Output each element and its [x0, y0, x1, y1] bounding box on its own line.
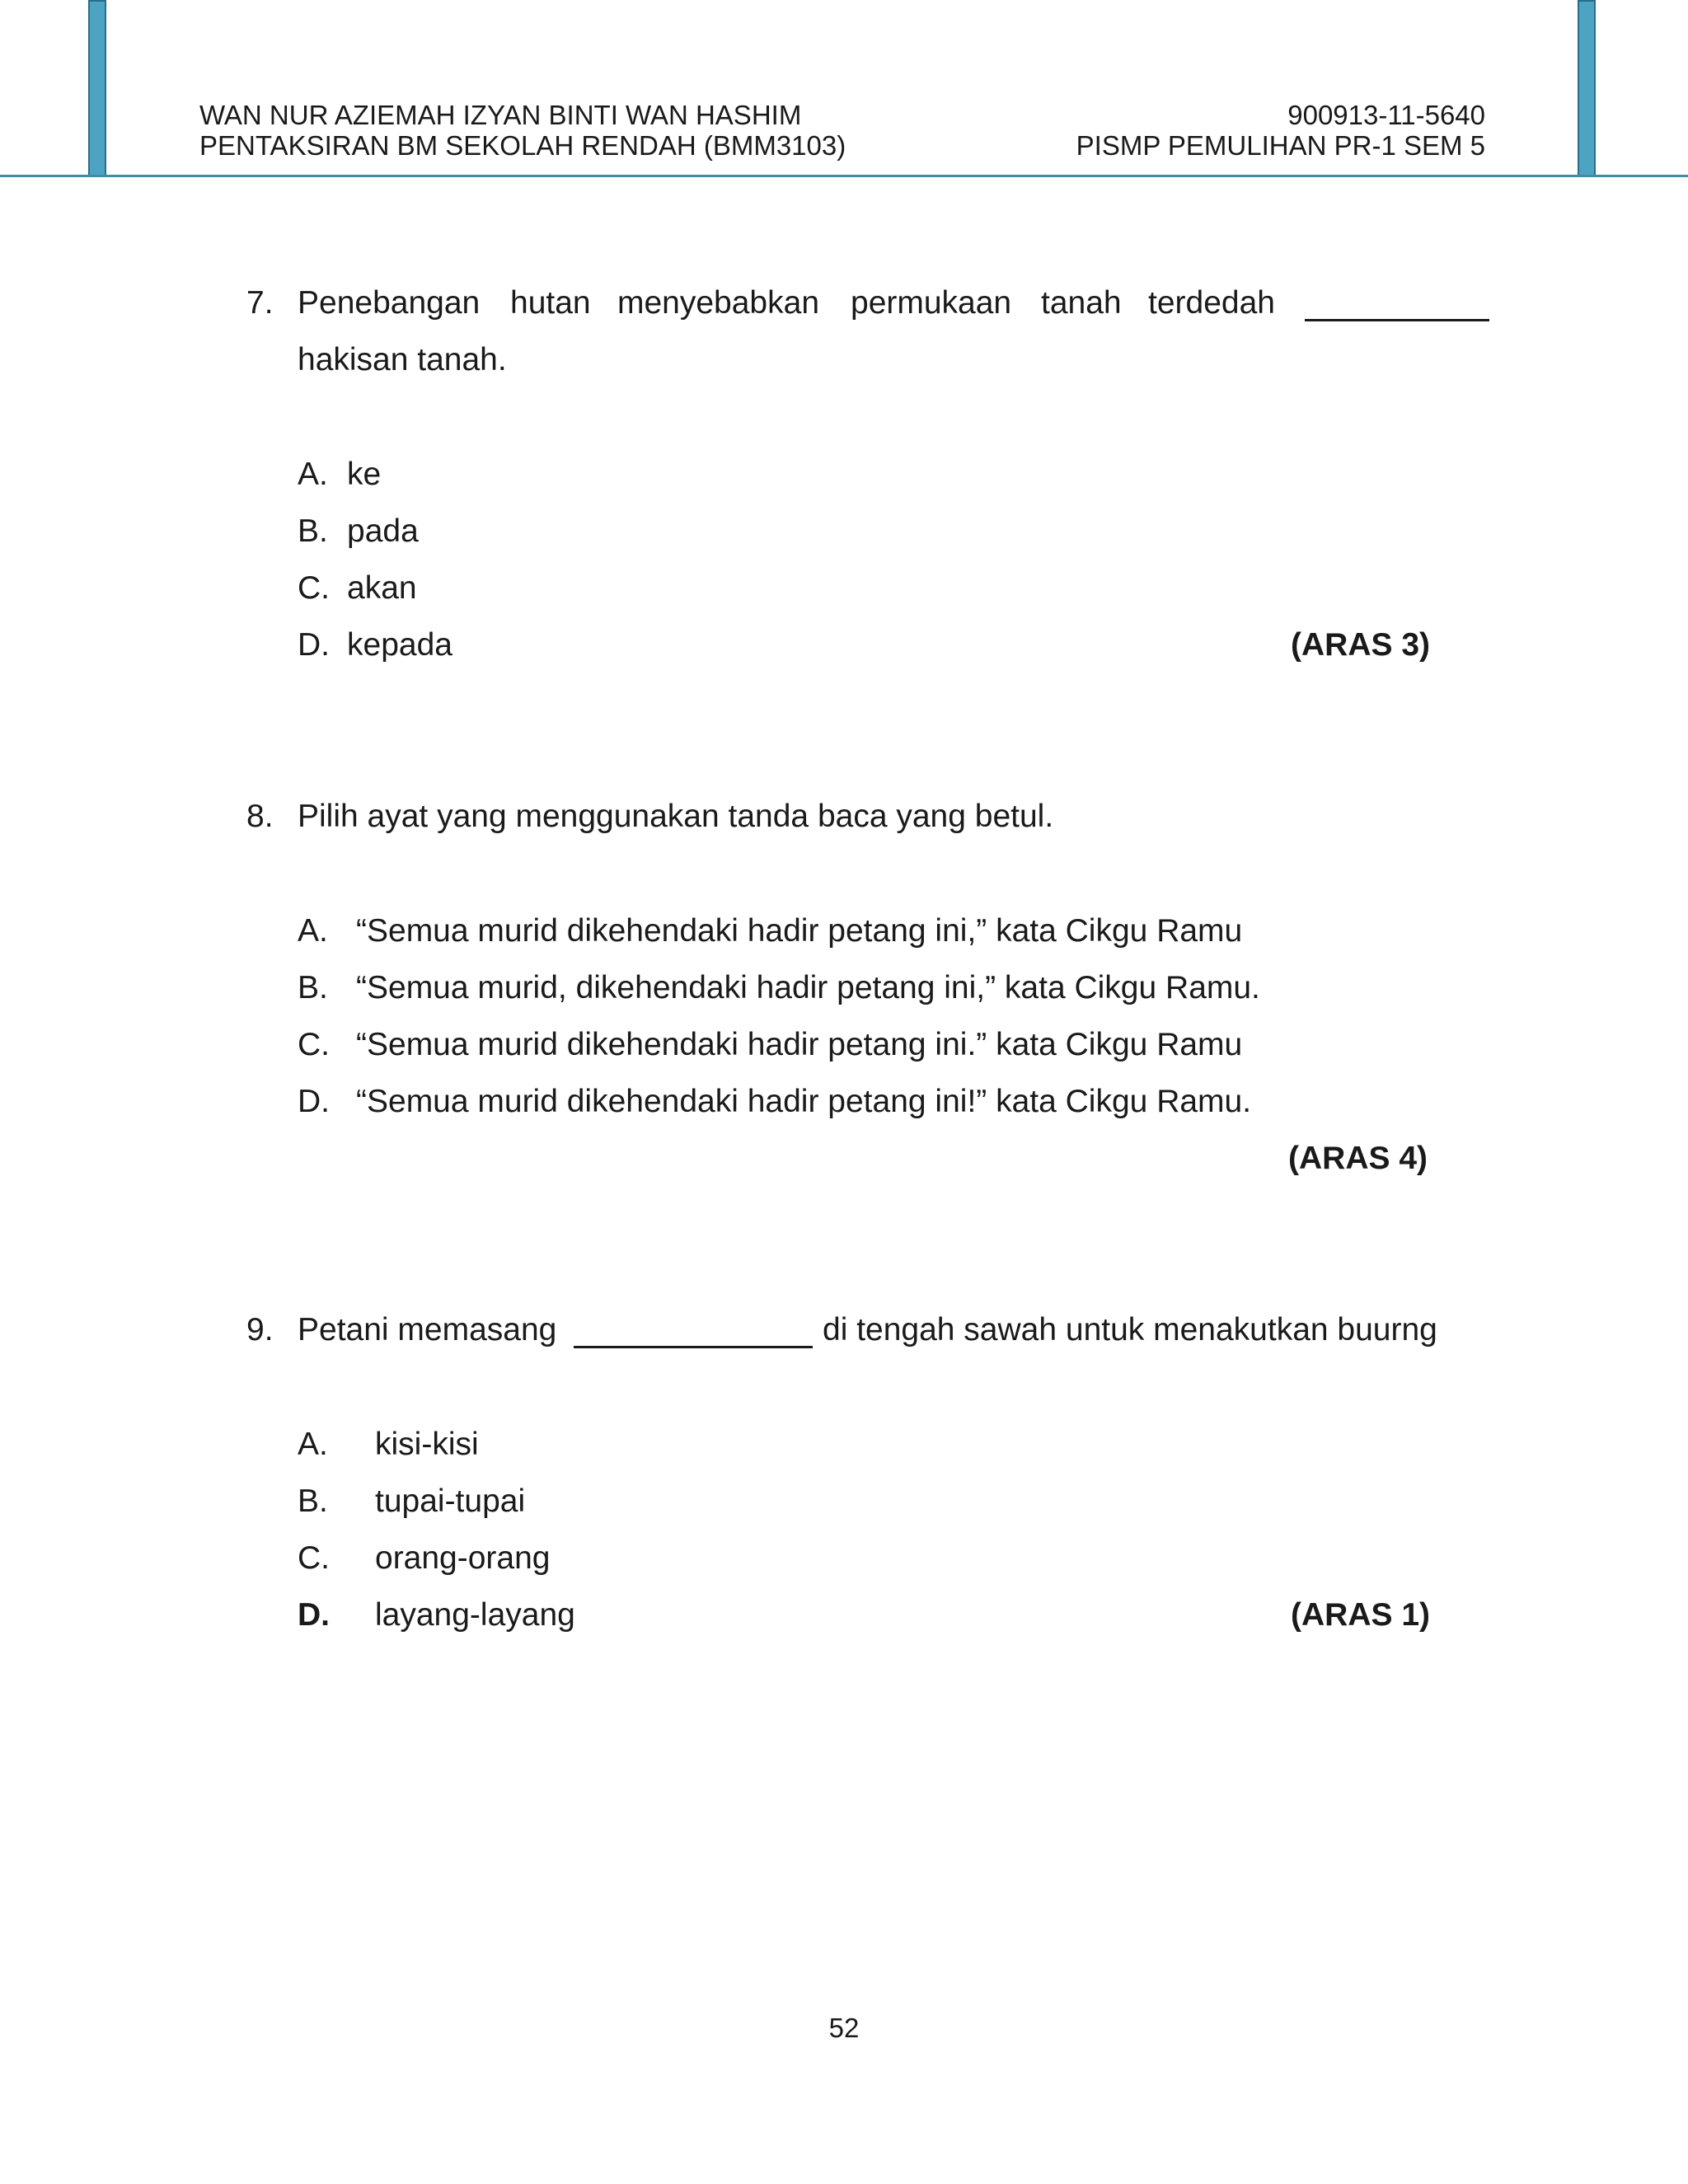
header-author-name: WAN NUR AZIEMAH IZYAN BINTI WAN HASHIM: [199, 100, 802, 130]
option-letter: D.: [298, 1084, 330, 1119]
option-text: “Semua murid dikehendaki hadir petang ini,” kata Cikgu Ramu: [356, 913, 1243, 949]
option-text: “Semua murid dikehendaki hadir petang ini.” kata Cikgu Ramu: [356, 1027, 1243, 1062]
option-letter: B.: [298, 1483, 328, 1519]
option-letter: B.: [298, 513, 328, 549]
question-stem: Pilih ayat yang menggunakan tanda baca yang betul.: [298, 799, 1054, 834]
question-stem-after-blank: di tengah sawah untuk menakutkan buurng: [823, 1312, 1437, 1347]
option-text: tupai-tupai: [375, 1483, 526, 1519]
difficulty-level: (ARAS 4): [1288, 1141, 1428, 1176]
header-divider: [0, 175, 1688, 177]
header-left-accent-bar: [88, 0, 106, 176]
option-letter: B.: [298, 970, 328, 1005]
option-letter: A.: [298, 457, 328, 492]
option-text: “Semua murid, dikehendaki hadir petang ini,” kata Cikgu Ramu.: [356, 970, 1260, 1005]
option-letter-answer: D.: [298, 1597, 330, 1633]
option-text: orang-orang: [375, 1540, 551, 1576]
question-stem-before-blank: Petani memasang: [298, 1312, 557, 1347]
option-letter: C.: [298, 1027, 330, 1062]
difficulty-level: (ARAS 1): [1291, 1597, 1431, 1633]
header-course: PENTAKSIRAN BM SEKOLAH RENDAH (BMM3103): [199, 130, 846, 161]
header-program: PISMP PEMULIHAN PR-1 SEM 5: [1076, 130, 1485, 161]
question-stem-word: permukaan: [851, 285, 1012, 321]
question-number: 8.: [246, 799, 274, 834]
question-stem-word: Penebangan: [298, 285, 481, 321]
question-stem-word: menyebabkan: [617, 285, 820, 321]
question-stem-word: terdedah: [1148, 285, 1275, 321]
header-ic-number: 900913-11-5640: [1287, 100, 1485, 130]
answer-blank: [1305, 319, 1489, 321]
option-letter: A.: [298, 913, 328, 949]
question-number: 9.: [246, 1312, 274, 1347]
option-text: layang-layang: [375, 1597, 575, 1633]
question-stem-line2: hakisan tanah.: [298, 342, 507, 377]
header-right-accent-bar: [1578, 0, 1596, 176]
answer-blank: [574, 1346, 813, 1348]
option-text: akan: [347, 570, 417, 606]
difficulty-level: (ARAS 3): [1291, 627, 1431, 663]
question-stem-word: tanah: [1041, 285, 1122, 321]
option-text: ke: [347, 457, 382, 492]
question-stem-word: hutan: [510, 285, 591, 321]
option-text: “Semua murid dikehendaki hadir petang ini!” kata Cikgu Ramu.: [356, 1084, 1252, 1119]
option-text: kisi-kisi: [375, 1427, 479, 1462]
option-letter: C.: [298, 1540, 330, 1576]
option-letter: D.: [298, 627, 330, 663]
page-number: 52: [828, 2013, 860, 2043]
option-letter: A.: [298, 1427, 328, 1462]
question-number: 7.: [246, 285, 274, 321]
option-text: kepada: [347, 627, 452, 663]
option-letter: C.: [298, 570, 330, 606]
option-text: pada: [347, 513, 419, 549]
